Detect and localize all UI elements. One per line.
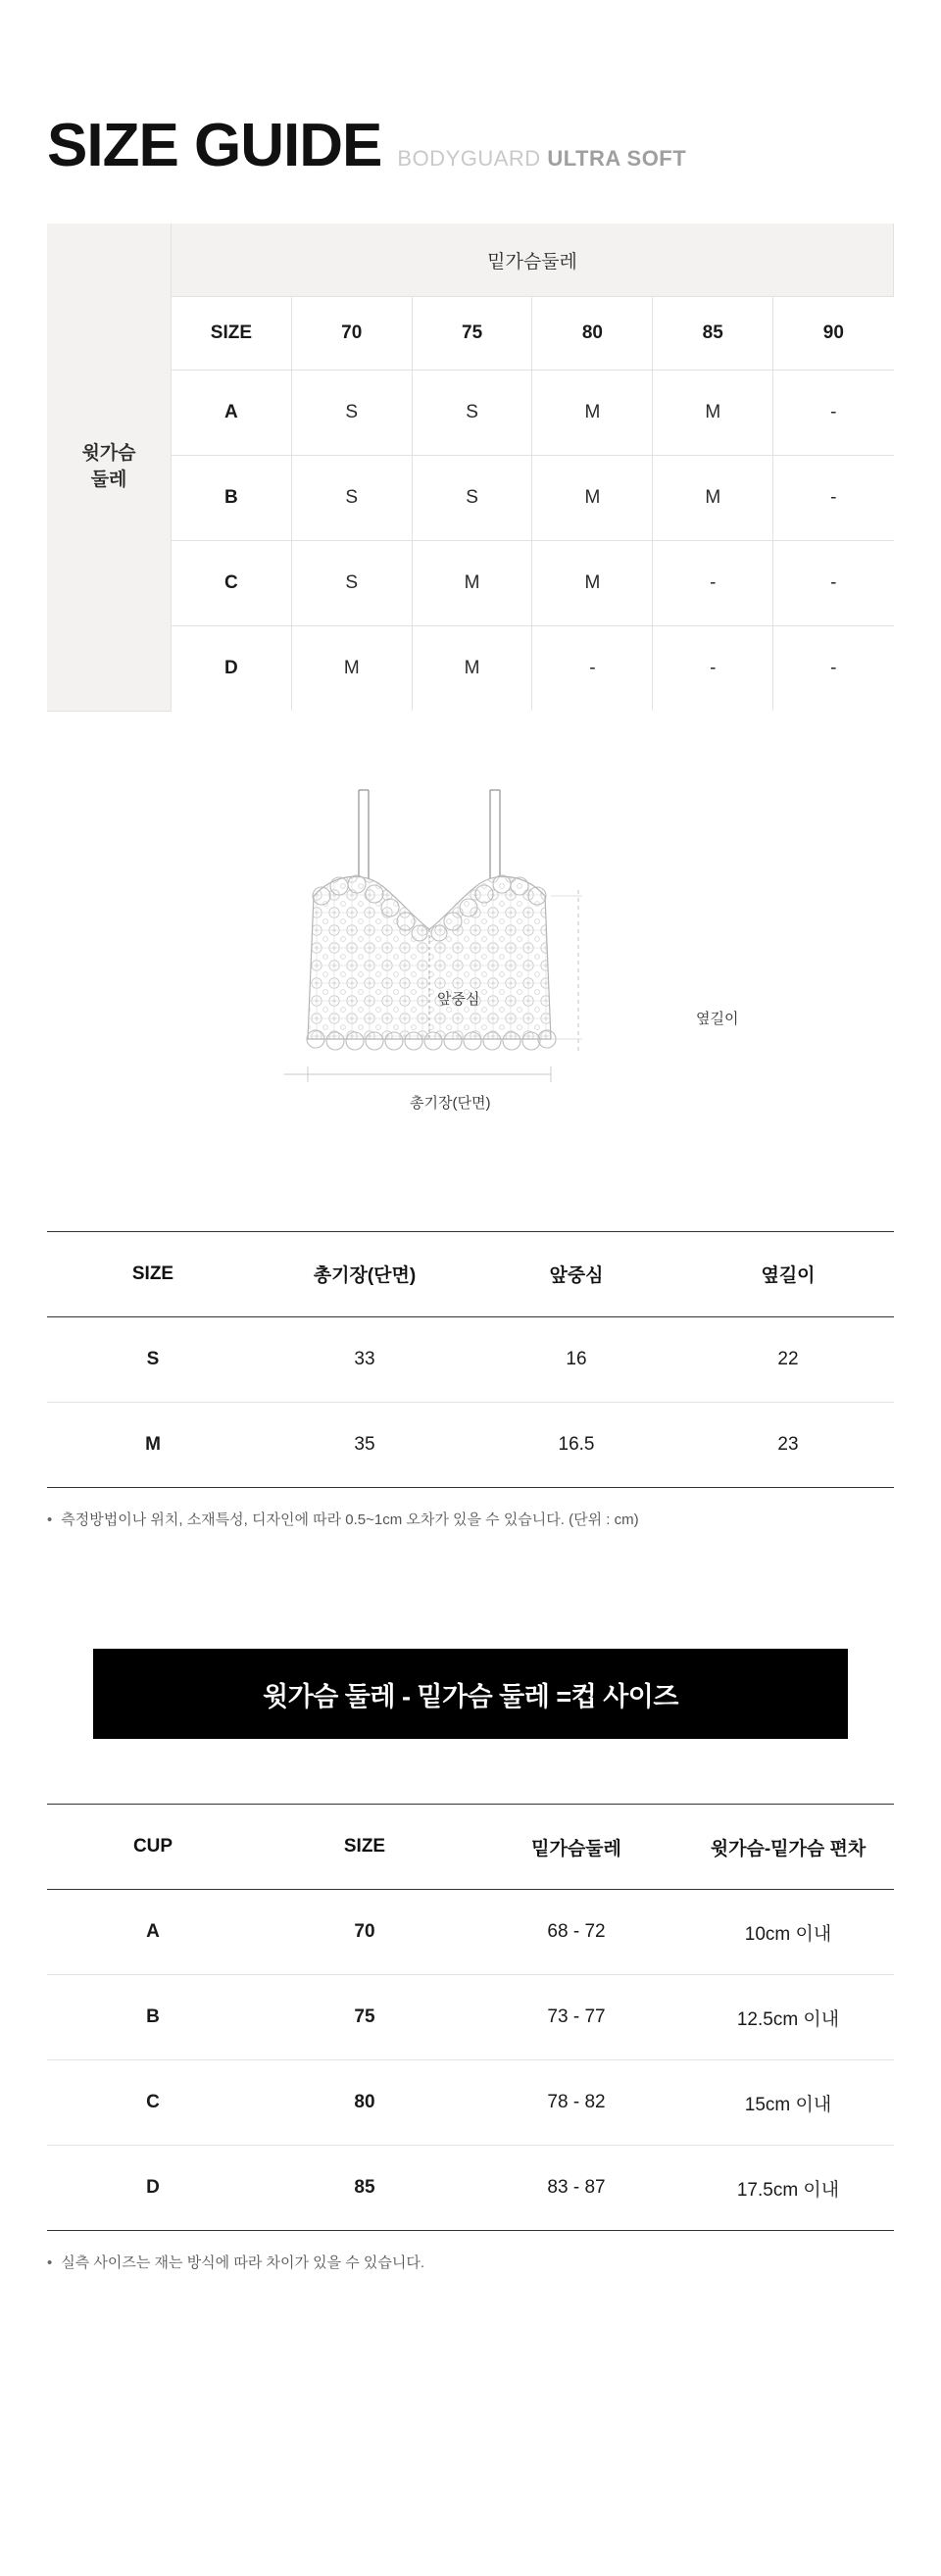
cup-cell-difference: 17.5cm 이내 — [682, 2146, 894, 2231]
cup-cell-size: 85 — [259, 2146, 470, 2231]
meas-header-size: SIZE — [47, 1231, 259, 1316]
matrix-cell: M — [532, 456, 653, 541]
matrix-cell: - — [532, 626, 653, 712]
meas-size: M — [47, 1402, 259, 1487]
matrix-cell: M — [291, 626, 412, 712]
cup-cell-underbust: 78 - 82 — [470, 2060, 682, 2146]
matrix-cell: M — [532, 371, 653, 456]
table-row — [47, 2146, 894, 2231]
cup-header-underbust: 밑가슴둘레 — [470, 1805, 682, 1890]
cup-cell-size: 80 — [259, 2060, 470, 2146]
brand-light-text: BODYGUARD — [397, 146, 541, 171]
matrix-cell: - — [653, 541, 773, 626]
matrix-cell: - — [773, 541, 894, 626]
meas-front: 16.5 — [470, 1402, 682, 1487]
meas-size: S — [47, 1316, 259, 1402]
matrix-col-90: 90 — [773, 297, 894, 371]
table-row — [47, 297, 894, 371]
matrix-size-label: SIZE — [172, 297, 292, 371]
matrix-cell: S — [291, 541, 412, 626]
bralette-diagram-svg — [167, 780, 774, 1192]
matrix-row-a: A — [172, 371, 292, 456]
cup-cell-difference: 12.5cm 이내 — [682, 1975, 894, 2060]
matrix-col-75: 75 — [412, 297, 532, 371]
table-row — [47, 456, 894, 541]
cup-size-banner — [93, 1649, 848, 1739]
meas-front: 16 — [470, 1316, 682, 1402]
cup-table-note — [47, 2253, 894, 2275]
cup-cell-size: 70 — [259, 1890, 470, 1975]
matrix-cell: M — [412, 541, 532, 626]
brand-bold-text: ULTRA SOFT — [547, 146, 687, 171]
matrix-row-d: D — [172, 626, 292, 712]
matrix-cell: - — [773, 456, 894, 541]
cup-size-banner-text: 윗가슴 둘레 - 밑가슴 둘레 =컵 사이즈 — [263, 1681, 678, 1711]
measurement-note-text: 측정방법이나 위치, 소재특성, 디자인에 따라 0.5~1cm 오차가 있을 수 있습니다. (단위 : cm) — [61, 1511, 639, 1528]
table-row — [47, 371, 894, 456]
cup-cell-cup: A — [47, 1890, 259, 1975]
matrix-top-header: 밑가슴둘레 — [172, 223, 894, 297]
matrix-cell: - — [773, 371, 894, 456]
cup-cell-underbust: 73 - 77 — [470, 1975, 682, 2060]
matrix-cell: S — [412, 456, 532, 541]
measurement-note — [47, 1510, 894, 1532]
brand-label — [397, 146, 686, 172]
size-matrix-section — [47, 223, 894, 712]
table-header-row — [47, 1231, 894, 1316]
cup-cell-cup: B — [47, 1975, 259, 2060]
matrix-col-85: 85 — [653, 297, 773, 371]
bralette-illustration — [167, 780, 774, 1192]
matrix-cell: S — [291, 456, 412, 541]
cup-cell-cup: D — [47, 2146, 259, 2231]
matrix-cell: - — [653, 626, 773, 712]
table-row — [47, 1316, 894, 1402]
bullet-icon: • — [47, 1511, 53, 1528]
meas-header-front: 앞중심 — [470, 1231, 682, 1316]
size-matrix-table — [47, 223, 894, 712]
table-header-row — [47, 1805, 894, 1890]
table-row — [47, 223, 894, 297]
cup-cell-size: 75 — [259, 1975, 470, 2060]
meas-header-side: 옆길이 — [682, 1231, 894, 1316]
page-header — [47, 0, 894, 179]
label-total-length: 총기장(단면) — [410, 1094, 491, 1112]
matrix-cell: M — [653, 371, 773, 456]
matrix-corner-label: 윗가슴 둘레 — [47, 223, 172, 711]
matrix-cell: M — [532, 541, 653, 626]
table-row — [47, 626, 894, 712]
cup-cell-difference: 10cm 이내 — [682, 1890, 894, 1975]
cup-size-table — [47, 1804, 894, 2231]
matrix-col-80: 80 — [532, 297, 653, 371]
cup-table-note-text: 실측 사이즈는 재는 방식에 따라 차이가 있을 수 있습니다. — [61, 2254, 425, 2271]
measurement-table — [47, 1231, 894, 1488]
cup-cell-underbust: 68 - 72 — [470, 1890, 682, 1975]
cup-cell-difference: 15cm 이내 — [682, 2060, 894, 2146]
cup-header-difference: 윗가슴-밑가슴 편차 — [682, 1805, 894, 1890]
matrix-row-c: C — [172, 541, 292, 626]
matrix-cell: - — [773, 626, 894, 712]
meas-header-total: 총기장(단면) — [259, 1231, 470, 1316]
meas-side: 22 — [682, 1316, 894, 1402]
meas-total: 35 — [259, 1402, 470, 1487]
matrix-row-b: B — [172, 456, 292, 541]
matrix-cell: M — [412, 626, 532, 712]
cup-header-cup: CUP — [47, 1805, 259, 1890]
matrix-col-70: 70 — [291, 297, 412, 371]
meas-total: 33 — [259, 1316, 470, 1402]
table-row — [47, 1402, 894, 1487]
table-row — [47, 2060, 894, 2146]
table-row — [47, 541, 894, 626]
label-front-center: 앞중심 — [437, 990, 480, 1008]
matrix-cell: M — [653, 456, 773, 541]
cup-header-size: SIZE — [259, 1805, 470, 1890]
bullet-icon: • — [47, 2254, 53, 2271]
table-row — [47, 1890, 894, 1975]
page-title: SIZE GUIDE — [47, 112, 382, 179]
cup-cell-underbust: 83 - 87 — [470, 2146, 682, 2231]
meas-side: 23 — [682, 1402, 894, 1487]
cup-cell-cup: C — [47, 2060, 259, 2146]
matrix-cell: S — [412, 371, 532, 456]
matrix-cell: S — [291, 371, 412, 456]
table-row — [47, 1975, 894, 2060]
label-side-length: 옆길이 — [696, 1010, 739, 1027]
